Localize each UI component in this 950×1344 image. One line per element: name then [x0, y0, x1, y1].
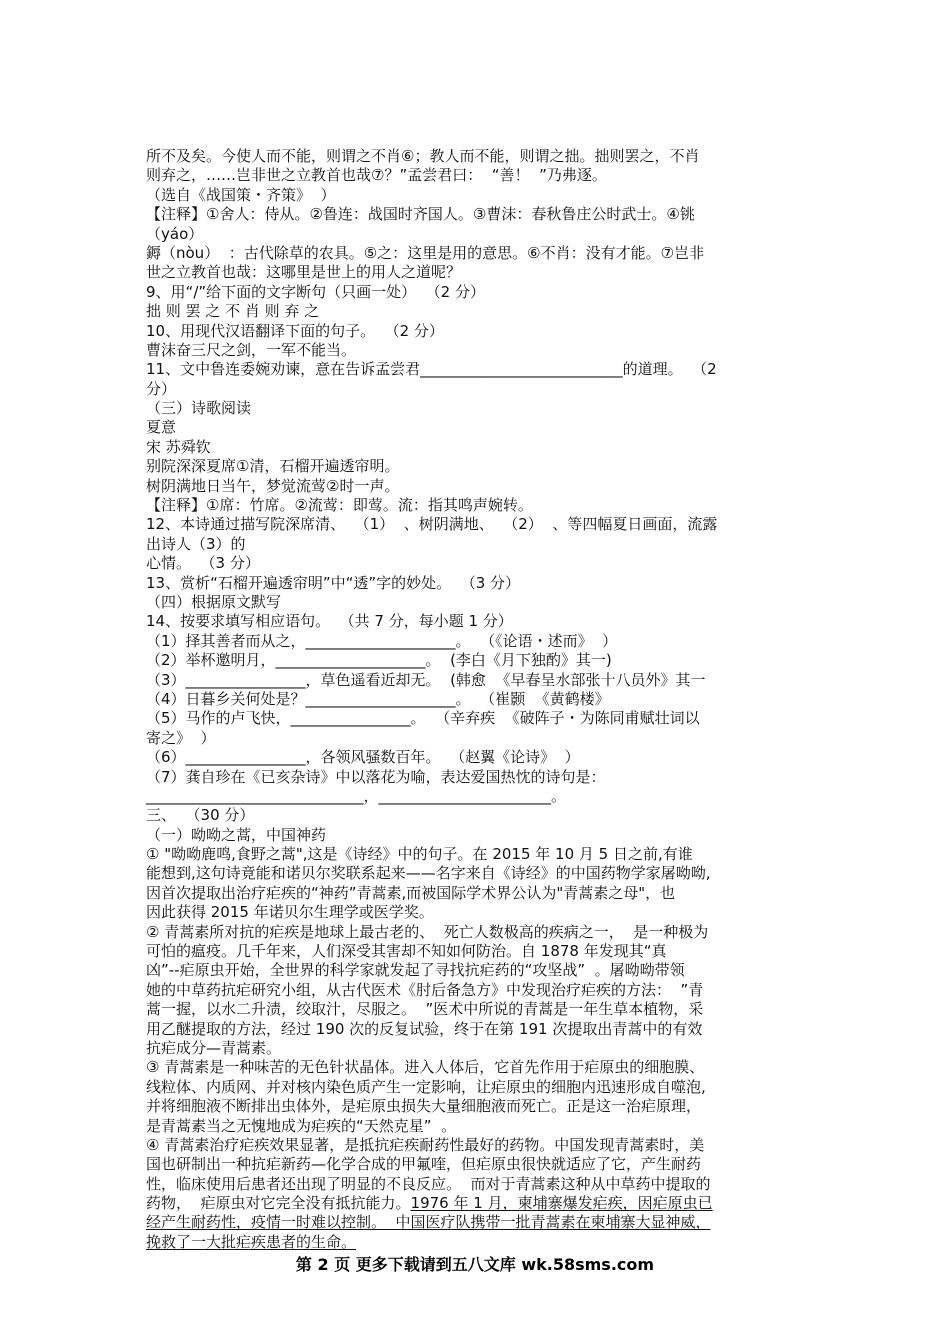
underlined-text: 经产生耐药性，疫情一时难以控制。 中国医疗队携带一批青蒿素在柬埔寨大显神威，	[146, 1213, 711, 1232]
text-line: ④ 青蒿素治疗疟疾效果显著，是抵抗疟疾耐药性最好的药物。中国发现青蒿素时，美	[146, 1135, 705, 1154]
text-line: （1）择其善者而从之，____________________。 （《论语・述而》 ）	[146, 631, 618, 650]
text-span: 药物， 疟原虫对它完全没有抵抗能力。	[146, 1194, 411, 1213]
text-line: ③ 青蒿素是一种味苦的无色针状晶体。进入人体后，它首先作用于疟原虫的细胞膜、	[146, 1058, 705, 1077]
text-line: 蒿一握，以水二升渍，绞取汁，尽服之。 ”医术中所说的青蒿是一年生草本植物，采	[146, 1000, 704, 1019]
text-line: 【注释】①舍人：侍从。②鲁连：战国时齐国人。③曹沫：春秋鲁庄公时武士。④铫	[146, 205, 695, 224]
text-line: 拙 则 罢 之 不 肖 则 弃 之	[146, 302, 320, 321]
text-line: 【注释】①席：竹席。②流莺：即莺。流：指其鸣声婉转。	[146, 496, 533, 515]
text-line: 因此获得 2015 年诺贝尔生理学或医学奖。	[146, 903, 434, 922]
text-line: 12、本诗通过描写院深席清、 （1） 、树阴满地、 （2） 、等四幅夏日画面，流露	[146, 515, 718, 534]
text-line: 国也研制出一种抗疟新药—化学合成的甲氟喹，但疟原虫很快就适应了它，产生耐药	[146, 1155, 702, 1174]
text-line: 13、赏析“石榴开遍透帘明”中“透”字的妙处。 （3 分）	[146, 573, 521, 592]
text-line	[146, 1233, 810, 1252]
text-line: 10、用现代汉语翻译下面的句子。 （2 分）	[146, 321, 444, 340]
text-line: 鎒（nòu） ：古代除草的农具。⑤之：这里是用的意思。⑥不肖：没有才能。⑦岂非	[146, 243, 705, 262]
text-line: 线粒体、内质网、并对核内染色质产生一定影响，让疟原虫的细胞内迅速形成自噬泡,	[146, 1077, 706, 1096]
text-line: 可怕的瘟疫。几千年来，人们深受其害却不知如何防治。自 1878 年发现其“真	[146, 942, 667, 961]
text-line: 别院深深夏席①清，石榴开遍透帘明。	[146, 457, 400, 476]
text-line: 11、文中鲁连委婉劝谏，意在告诉孟尝君___________________________的道理。 （2	[146, 360, 717, 379]
text-line: 能想到,这句诗竟能和诺贝尔奖联系起来——名字来自《诗经》的中国药物学家屠呦呦,	[146, 864, 711, 883]
text-line: 用乙醚提取的方法，经过 190 次的反复试验，终于在第 191 次提取出青蒿中的有效	[146, 1019, 703, 1038]
text-line: ② 青蒿素所对抗的疟疾是地球上最古老的、 死亡人数极高的疾病之一， 是一种极为	[146, 922, 709, 941]
text-line: （6）________________，各领风骚数百年。 （赵翼《论诗》 ）	[146, 748, 580, 767]
text-line: 曹沫奋三尺之剑，一军不能当。	[146, 340, 357, 359]
text-line: 夏意	[146, 418, 177, 437]
text-line: 世之立教首也哉：这哪里是世上的用人之道呢？	[146, 263, 462, 282]
text-line	[146, 1213, 810, 1232]
text-line: 树阴满地日当午，梦觉流莺②时一声。	[146, 476, 400, 495]
text-line: _____________________________，_______________________。	[146, 786, 567, 805]
text-line: （三）诗歌阅读	[146, 399, 252, 418]
document-body	[146, 147, 810, 1252]
text-line: 则弃之，……岂非世之立教首也哉⑦？”孟尝君曰： “善！ ”乃弗逐。	[146, 166, 607, 185]
text-line: 14、按要求填写相应语句。 （共 7 分，每小题 1 分）	[146, 612, 513, 631]
text-line: 凶”--疟原虫开始，全世界的科学家就发起了寻找抗疟药的“攻坚战” 。屠呦呦带领	[146, 961, 685, 980]
text-line: （yáo）	[146, 224, 204, 243]
text-line	[146, 1194, 810, 1213]
text-line: 出诗人（3）的	[146, 534, 246, 553]
text-line: ① "呦呦鹿鸣,食野之蒿",这是《诗经》中的句子。在 2015 年 10 月 5 日之前,有谁	[146, 845, 693, 864]
text-line: 抗疟成分—青蒿素。	[146, 1038, 282, 1057]
text-line: （5）马作的卢飞快，________________。 （辛弃疾 《破阵子・为陈同甫赋壮词以	[146, 709, 700, 728]
text-line: 三、 （30 分）	[146, 806, 255, 825]
text-line: （7）龚自珍在《已亥杂诗》中以落花为喻，表达爱国热忱的诗句是：	[146, 767, 606, 786]
text-line: （选自《战国策・齐策》 ）	[146, 185, 336, 204]
text-line: 是青蒿素当之无愧地成为疟疾的“天然克星” 。	[146, 1116, 457, 1135]
underlined-text: 1976 年 1 月，柬埔寨爆发疟疾，因疟原虫已	[410, 1194, 713, 1213]
text-line: 宋 苏舜钦	[146, 437, 211, 456]
text-line: 她的中草药抗疟研究小组，从古代医术《肘后备急方》中发现治疗疟疾的方法： ”青	[146, 980, 704, 999]
text-line: 因首次提取出治疗疟疾的“神药”青蒿素,而被国际学术界公认为"青蒿素之母"，也	[146, 883, 676, 902]
underlined-text: 挽救了一大批疟疾患者的生命。	[146, 1232, 357, 1251]
text-line: 9、用“/”给下面的文字断句（只画一处） （2 分）	[146, 282, 485, 301]
text-line: 分）	[146, 379, 177, 398]
text-line: （3）________________，草色遥看近却无。 (韩愈 《早春呈水部张十八员外》其一	[146, 670, 706, 689]
text-line: （一）呦呦之蒿，中国神药	[146, 825, 327, 844]
text-line: 心情。 （3 分）	[146, 554, 260, 573]
text-line: 所不及矣。今使人而不能，则谓之不肖⑥；教人而不能，则谓之拙。拙则罢之，不肖	[146, 147, 700, 165]
text-line: （2）举杯邀明月，____________________。 (李白《月下独酌》其一)	[146, 651, 612, 670]
text-line: 性，临床使用后患者还出现了明显的不良反应。 而对于青蒿素这种从中草药中提取的	[146, 1174, 711, 1193]
text-line: （4）日暮乡关何处是？____________________。 （崔颢 《黄鹤楼》	[146, 689, 610, 708]
text-line: （四）根据原文默写	[146, 592, 282, 611]
page-footer: 第 2 页 更多下载请到五八文库 wk.58sms.com	[295, 1255, 655, 1274]
text-line: 并将细胞液不断排出虫体外，是疟原虫损失大量细胞液而死亡。正是这一治疟原理，	[146, 1097, 702, 1116]
text-line: 寄之》 ）	[146, 728, 216, 747]
